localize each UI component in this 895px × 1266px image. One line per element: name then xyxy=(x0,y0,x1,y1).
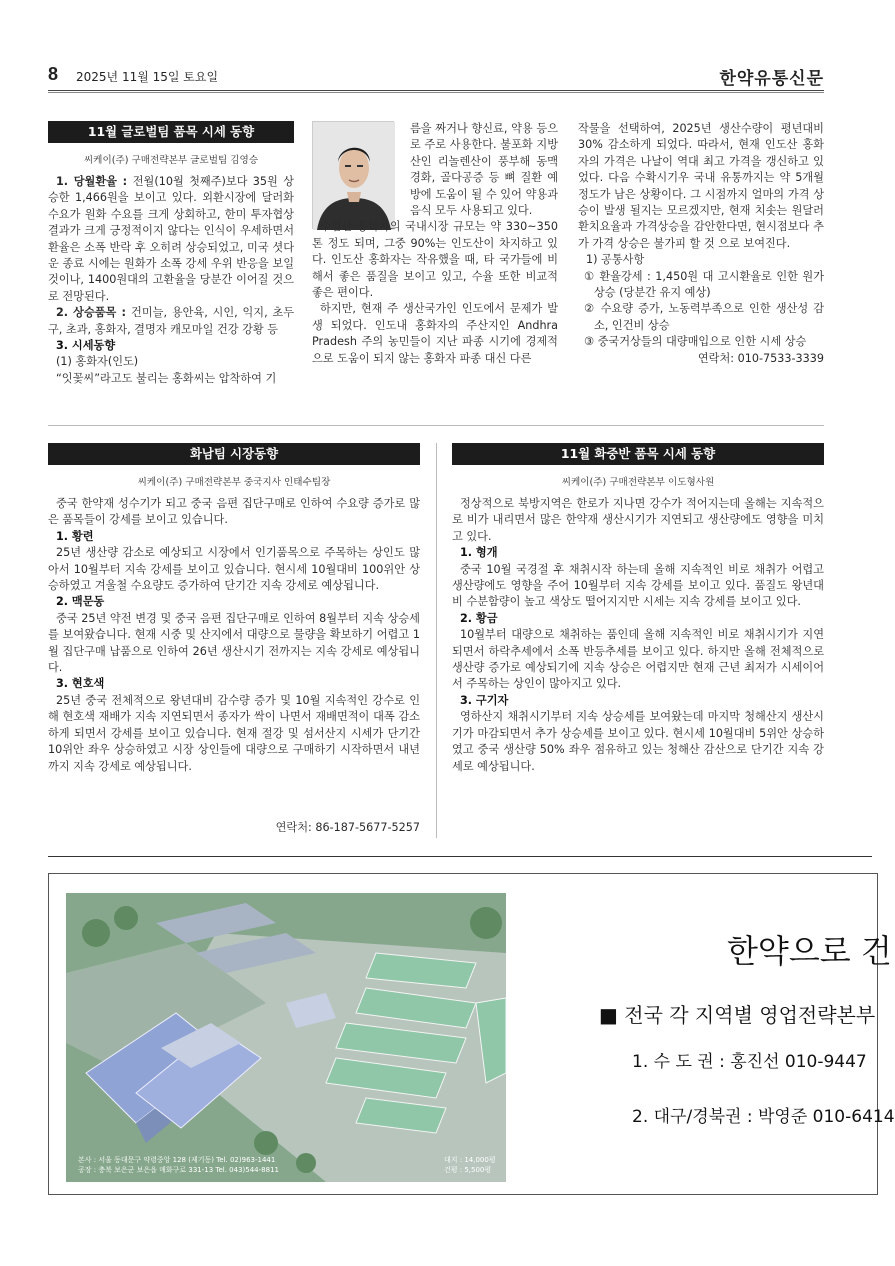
global-p1-head: 1. 당월환율 : xyxy=(56,175,133,188)
central-china-byline: 씨케이(주) 구매전략본부 이도형사원 xyxy=(561,477,715,488)
global-p1-body: 전월(10월 첫째주)보다 35원 상승한 1,466원을 보이고 있다. 외환시장에 달러화 수요가 원화 수요를 크게 상회하고, 한미 투자협상 결과가 크게 긍정적이지 않다는 인식이 우세하면서 환율은 소폭 반락 후 오히려 상승되었고, 미국 셧다운 종료 시에는 원화가 소폭 강세 우위 반응을 보일 것이나, 1400원대의 고환율을 당분간 이어질 것으로 전망된다. xyxy=(48,175,294,303)
ad-slogan: 한약으로 건 xyxy=(727,932,892,970)
south-china-h3: 3. 현호색 xyxy=(56,677,105,691)
global-c3-li0: 1) 공통사항 xyxy=(586,253,645,267)
ad-caption-land: 대지 : 14,000평 xyxy=(444,1156,496,1164)
page-header xyxy=(48,62,824,92)
ad-caption-hq: 본사 : 서울 동대문구 약령중앙 128 (제기동) Tel. 02)963-1441 xyxy=(78,1156,276,1164)
ad-caption-factory: 공장 : 충북 보은군 보은읍 매화구로 331-13 Tel. 043)544-8811 xyxy=(78,1166,279,1174)
global-p3-sub: (1) 홍화자(인도) xyxy=(56,355,139,369)
header-rule xyxy=(48,90,824,91)
global-p3-body: “잇꽃씨”라고도 불리는 홍화씨는 압착하여 기 xyxy=(56,371,277,385)
central-china-b3: 영하산지 채취시기부터 지속 상승세를 보여왔는데 마지막 청해산지 생산시기가 마감되면서 추가 상승세를 보이고 있다. 현시세 10월대비 5위안 상승하였고 중국 생산량 50% 좌우 점유하고 있는 청해산 감산으로 단기간 지속 강세로 예상됩니다. xyxy=(452,710,824,773)
global-column-3 xyxy=(578,121,824,367)
south-china-intro: 중국 한약재 성수기가 되고 중국 음편 집단구매로 인하여 수요량 증가로 많은 품목들이 강세를 보이고 있습니다. xyxy=(48,497,420,527)
ad-region-1: 1. 수 도 권 : 홍진선 010-9447 xyxy=(632,1052,867,1072)
global-p2-body: 건미늘, 용안육, 시인, 익지, 초두구, 초과, 홍화자, 결명자 캐모마일 건강 강황 등 xyxy=(48,306,295,336)
global-c3-li2: ② 수요량 증가, 노동력부족으로 인한 생산성 감소, 인건비 상승 xyxy=(584,302,824,332)
central-china-title: 11월 화중반 품목 시세 동향 xyxy=(452,443,824,465)
issue-date: 2025년 11월 15일 토요일 xyxy=(76,70,219,84)
central-china-h2: 2. 황금 xyxy=(460,611,498,625)
factory-buildings-icon xyxy=(66,893,506,1182)
global-p3-head: 3. 시세동향 xyxy=(56,339,116,353)
south-china-byline: 씨케이(주) 구매전략본부 중국지사 인태수팀장 xyxy=(137,477,331,488)
central-china-intro: 정상적으로 북방지역은 한로가 지나면 강수가 적어지는데 올해는 지속적으로 비가 내리면서 많은 한약재 생산시기가 지연되고 생산량에도 영향을 미치고 있다. xyxy=(452,497,824,543)
south-china-contact: 연락처: 86-187-5677-5257 xyxy=(275,821,420,834)
column-divider xyxy=(436,443,437,838)
global-c3-li3: ③ 중국거상들의 대량매입으로 인한 시세 상승 xyxy=(584,335,807,349)
section-divider xyxy=(48,425,824,426)
global-column-2 xyxy=(312,121,558,367)
header-rule-secondary xyxy=(48,92,824,93)
south-china-h1: 1. 황련 xyxy=(56,529,94,543)
ad-caption-floor: 건평 : 5,500평 xyxy=(444,1166,492,1174)
south-china-contact-wrap xyxy=(48,820,420,836)
global-p2-head: 2. 상승품목 : xyxy=(56,306,132,320)
global-byline: 씨케이(주) 구매전략본부 글로벌팀 김영승 xyxy=(83,155,259,166)
advertisement xyxy=(48,873,895,1195)
central-china-h1: 1. 형개 xyxy=(460,546,498,560)
global-c2-c: 하지만, 현재 주 생산국가인 인도에서 문제가 발생 되었다. 인도내 홍화자의 주산지인 Andhra Pradesh 주의 농민들이 지난 파종 시기에 경제적으로 도움이 되지 않는 홍화자 파종 대신 다른 xyxy=(312,302,558,365)
south-china-h2: 2. 맥문동 xyxy=(56,595,105,609)
south-china-b1: 25년 생산량 감소로 예상되고 시장에서 인기품목으로 주목하는 상인도 많아서 10월부터 지속 강세를 보이고 있습니다. 현시세 10월대비 100위안 상승하였고 겨울철 수요량도 증가하여 단기간 지속 강세로 예상됩니다. xyxy=(48,546,420,593)
ad-divider xyxy=(48,856,872,857)
south-china-column xyxy=(48,496,420,775)
south-china-title: 화남팀 시장동향 xyxy=(48,443,420,465)
global-c3-li1: ① 환율강세 : 1,450원 대 고시환율로 인한 원가 상승 (당분간 유지 예상) xyxy=(584,269,824,300)
ad-region-2: 2. 대구/경북권 : 박영준 010-6414 xyxy=(632,1107,895,1127)
factory-aerial-photo xyxy=(66,893,506,1182)
central-china-b1: 중국 10월 국경절 후 채취시작 하는데 올해 지속적인 비로 채취가 어렵고 생산량에도 영향을 주어 10월부터 지속 강세를 보이고 있다. 품질도 왕년대비 수분함량이 높고 색상도 떨어지지만 시세는 지속 강세를 보이고 있다. xyxy=(452,562,824,609)
south-china-b2: 중국 25년 약전 변경 및 중국 음편 집단구매로 인하여 8월부터 지속 상승세를 보여왔습니다. 현재 시중 및 산지에서 대량으로 물량을 확보하기 어렵고 1월 집단구매 납품으로 인하여 26년 생산시기 전까지는 지속 강세로 예상됩니다. xyxy=(48,611,420,675)
global-c3-a: 작물을 선택하여, 2025년 생산수량이 평년대비 30% 감소하게 되었다. 따라서, 현재 인도산 홍화자의 가격은 나날이 역대 최고 가격을 갱신하고 있었다. 다음 수확시기우 국내 유통까지는 약 5개월정도가 남은 상황이다. 그 시점까지 얼마의 가격 상승이 발생 될지는 모르겠지만, 현재 치솟는 원달러 환치요율과 가격상승을 감안한다면, 현시점보다 추가 가격 상승은 불가피 할 것 으로 보여진다. xyxy=(578,122,824,250)
global-c2-a: 름을 짜거나 향신료, 약용 등으로 주로 사용한다. 불포화 지방산인 리놀렌산이 풍부해 동맥경화, 골다공증 등 뼈 질환 예방에 도움이 될 수 있어 약용과 음식 모두 사용되고 있다. xyxy=(410,122,558,218)
central-china-h3: 3. 구기자 xyxy=(460,693,509,707)
page-number: 8 xyxy=(48,64,59,84)
central-china-column xyxy=(452,496,824,775)
south-china-b3: 25년 중국 전체적으로 왕년대비 감수량 증가 및 10월 지속적인 강수로 인해 현호색 재배가 지속 지연되면서 종자가 싹이 나면서 재배면적이 대폭 감소하게 되면서 강세를 보이고 있습니다. 현재 절강 및 섬서산지 시세가 단기간 10위안 좌우 상승하였고 시장 상인들에 대량으로 구매하기 시작하면서 내년까지 지속 강세로 예상됩니다. xyxy=(48,693,420,773)
global-title: 11월 글로벌팀 품목 시세 동향 xyxy=(48,121,294,143)
global-column-1 xyxy=(48,174,294,387)
global-c2-b: 수입산 홍화자의 국내시장 규모는 약 330~350톤 정도 되며, 그중 90%는 인도산이 차지하고 있다. 인도산 홍화자는 작유했을 때, 타 국가들에 비해서 좋은 품질을 보이고 있고, 수율 또한 비교적 좋은 편이다. xyxy=(312,220,558,300)
newspaper-name: 한약유통신문 xyxy=(719,69,824,89)
central-china-b2: 10월부터 대량으로 채취하는 품인데 올해 지속적인 비로 채취시기가 지연되면서 하락추세에서 소폭 반등추세를 보이고 있다. 하지만 올해 전체적으로 생산량 증가로 예상되기에 지속 상승은 어렵지만 현재 근년 최저가 시세이어서 주목하는 상인이 많아지고 있다. xyxy=(452,628,824,691)
ad-subtitle: ■ 전국 각 지역별 영업전략본부 xyxy=(599,1003,876,1027)
global-contact: 연락처: 010-7533-3339 xyxy=(697,351,824,365)
